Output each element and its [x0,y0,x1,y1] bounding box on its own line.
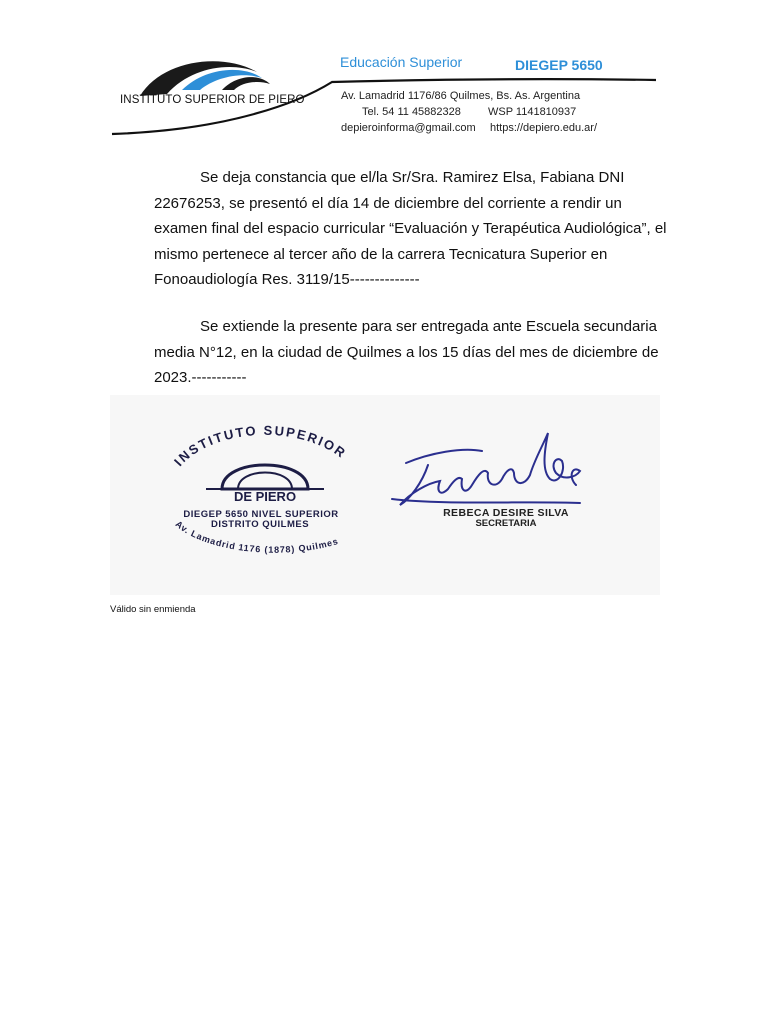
stamp-signature-svg [110,395,660,595]
stamp-line-2: DISTRITO QUILMES [210,519,310,530]
logo-text: INSTITUTO SUPERIOR DE PIERO [120,94,305,106]
email-text: depieroinforma@gmail.com [341,122,476,134]
institute-stamp [171,423,349,555]
signatory-role: SECRETARIA [475,518,537,529]
paragraph-1-text: Se deja constancia que el/la Sr/Sra. Ramirez Elsa, Fabiana DNI 22676253, se presentó el día 14 de diciembre del corriente a rendir un examen final del espacio curricular “Evaluación y Terapéutica Audiológica”, el mismo pertenece al tercer año de la carrera Tecnicatura Superior en Fonoaudiología Res. 3119/15-------------- [154,169,667,288]
phone-text: Tel. 54 11 45882328 [362,106,461,118]
signature-block [392,433,580,529]
education-label: Educación Superior [340,54,463,70]
stamp-bottom-text: Av. Lamadrid 1176 (1878) Quilmes [173,518,340,555]
diegep-label: DIEGEP 5650 [515,57,603,73]
paragraph-extension [154,314,674,391]
handwritten-signature-icon [392,433,580,505]
stamp-line-1: DIEGEP 5650 NIVEL SUPERIOR [183,509,339,520]
stamp-name: DE PIERO [233,489,297,504]
paragraph-2-text: Se extiende la presente para ser entregada ante Escuela secundaria media N°12, en la ciudad de Quilmes a los 15 días del mes de diciembre de 2023.----------- [154,318,659,386]
signatory-name: REBECA DESIRE SILVA [443,507,569,519]
stamp-arc-text: INSTITUTO SUPERIOR [170,422,350,470]
stamp-arch-icon [222,465,308,489]
paragraph-constancia [154,165,674,293]
stamp-signature-area [110,395,660,595]
website-text: https://depiero.edu.ar/ [490,122,598,134]
whatsapp-text: WSP 1141810937 [488,106,577,118]
address-text: Av. Lamadrid 1176/86 Quilmes, Bs. As. Argentina [341,90,581,102]
validity-note: Válido sin enmienda [110,604,196,615]
